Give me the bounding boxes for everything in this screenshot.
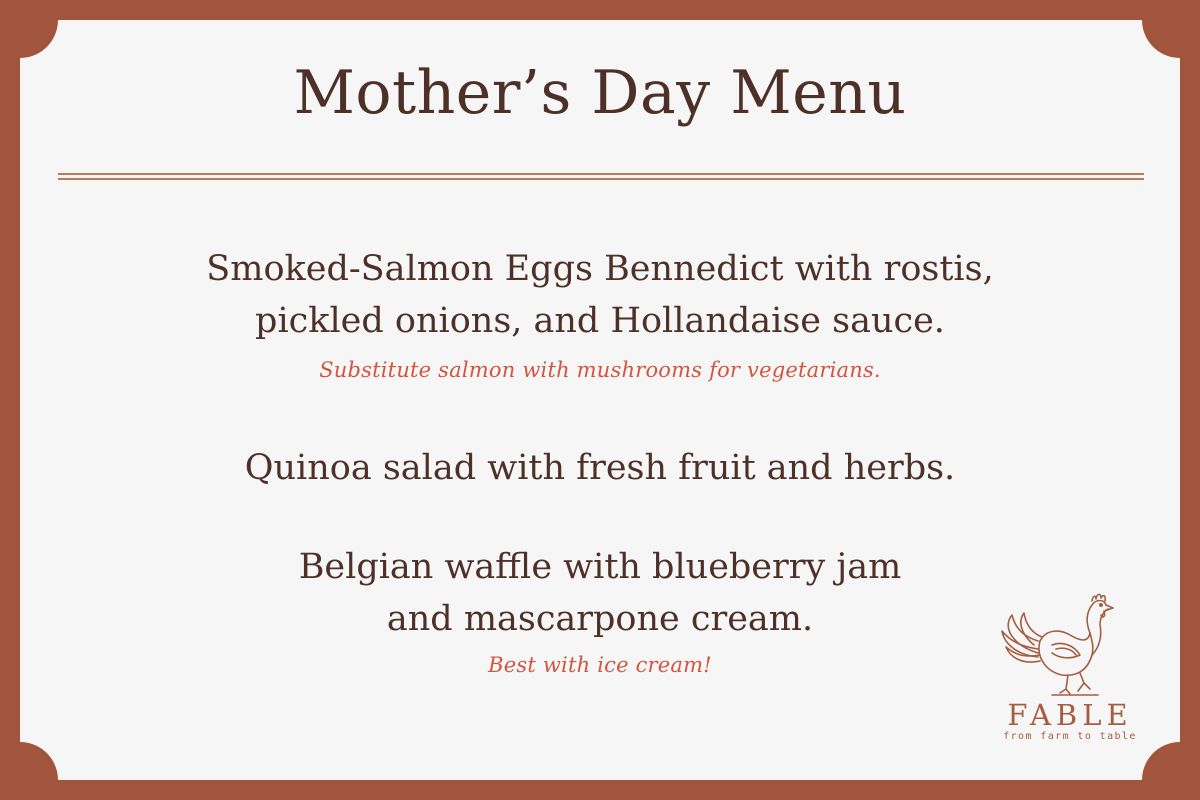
brand-tagline: from farm to table xyxy=(1003,731,1137,742)
menu-item-note-vegetarian: Substitute salmon with mushrooms for vegetarians. xyxy=(319,358,881,382)
menu-item-line: Quinoa salad with fresh fruit and herbs. xyxy=(244,448,956,488)
menu-item-quinoa-salad xyxy=(0,442,1200,494)
menu-item-line: Smoked-Salmon Eggs Bennedict with rostis, xyxy=(206,249,994,289)
title-divider-top xyxy=(58,173,1144,175)
menu-item-eggs-benedict xyxy=(0,243,1200,347)
menu-item-line: pickled onions, and Hollandaise sauce. xyxy=(255,301,945,341)
menu-item-line: Belgian waffle with blueberry jam xyxy=(298,547,902,587)
fable-logo xyxy=(990,585,1150,755)
menu-item-line: and mascarpone cream. xyxy=(386,599,814,639)
rooster-icon xyxy=(990,585,1150,700)
title-divider-bottom xyxy=(58,178,1144,180)
menu-item-note-ice-cream: Best with ice cream! xyxy=(488,653,712,677)
brand-name: FABLE xyxy=(1007,698,1133,732)
menu-title: Mother’s Day Menu xyxy=(293,58,907,128)
